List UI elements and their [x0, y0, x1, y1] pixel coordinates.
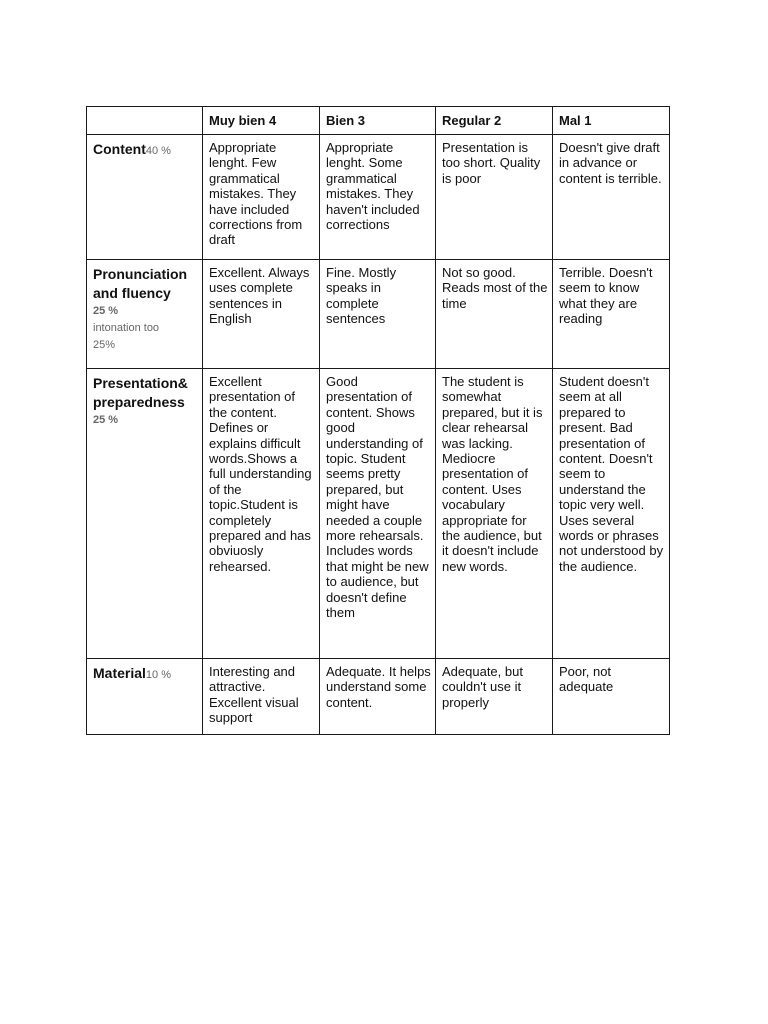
criterion-name: Presentation& preparedness — [93, 375, 188, 410]
criterion-name: Pronunciation and fluency — [93, 266, 188, 301]
descriptor-cell: Interesting and attractive. Excellent visual support — [203, 659, 320, 735]
descriptor-cell: The student is somewhat prepared, but it is clear rehearsal was lacking. Mediocre presentation of content. Uses vocabulary appropriate for the audience, but it doesn't include new words. — [436, 369, 553, 659]
descriptor-cell: Good presentation of content. Shows good understanding of topic. Student seems pretty prepared, but might have needed a couple more rehearsals. Includes words that might be new to audience, but doesn't define them — [320, 369, 436, 659]
level-header-bien: Bien 3 — [320, 107, 436, 135]
criterion-name: Content — [93, 141, 146, 157]
criterion-weight: 40 % — [145, 145, 171, 157]
descriptor-cell: Excellent presentation of the content. Defines or explains difficult words.Shows a full understanding of the topic.Student is completely prepared and has obviuosly rehearsed. — [203, 369, 320, 659]
criterion-cell — [87, 135, 203, 260]
criterion-cell — [87, 260, 203, 369]
descriptor-cell: Fine. Mostly speaks in complete sentences — [320, 260, 436, 369]
level-header-regular: Regular 2 — [436, 107, 553, 135]
criterion-weight: 25 % — [93, 414, 119, 426]
corner-cell — [87, 107, 203, 135]
table-row-material — [87, 659, 670, 735]
descriptor-cell: Adequate. It helps understand some content. — [320, 659, 436, 735]
criterion-cell — [87, 369, 203, 659]
criterion-weight: 10 % — [145, 669, 171, 681]
descriptor-cell: Adequate, but couldn't use it properly — [436, 659, 553, 735]
rubric-table — [86, 106, 670, 735]
descriptor-cell: Student doesn't seem at all prepared to present. Bad presentation of content. Doesn't seem to understand the topic very well. Uses several words or phrases not understood by the audience. — [553, 369, 670, 659]
criterion-weight: 25 % — [93, 305, 119, 317]
criterion-note-weight: 25% — [93, 339, 116, 351]
descriptor-cell: Poor, not adequate — [553, 659, 670, 735]
level-header-muy-bien: Muy bien 4 — [203, 107, 320, 135]
descriptor-cell: Excellent. Always uses complete sentences in English — [203, 260, 320, 369]
table-row-presentation — [87, 369, 670, 659]
descriptor-cell: Terrible. Doesn't seem to know what they are reading — [553, 260, 670, 369]
header-row — [87, 107, 670, 135]
criterion-name: Material — [93, 665, 146, 681]
descriptor-cell: Doesn't give draft in advance or content is terrible. — [553, 135, 670, 260]
descriptor-cell: Not so good. Reads most of the time — [436, 260, 553, 369]
descriptor-cell: Appropriate lenght. Some grammatical mistakes. They haven't included corrections — [320, 135, 436, 260]
descriptor-cell: Appropriate lenght. Few grammatical mistakes. They have included corrections from draft — [203, 135, 320, 260]
level-header-mal: Mal 1 — [553, 107, 670, 135]
descriptor-cell: Presentation is too short. Quality is poor — [436, 135, 553, 260]
criterion-cell — [87, 659, 203, 735]
criterion-note: intonation too — [93, 322, 160, 334]
table-row-pronunciation — [87, 260, 670, 369]
table-row-content — [87, 135, 670, 260]
